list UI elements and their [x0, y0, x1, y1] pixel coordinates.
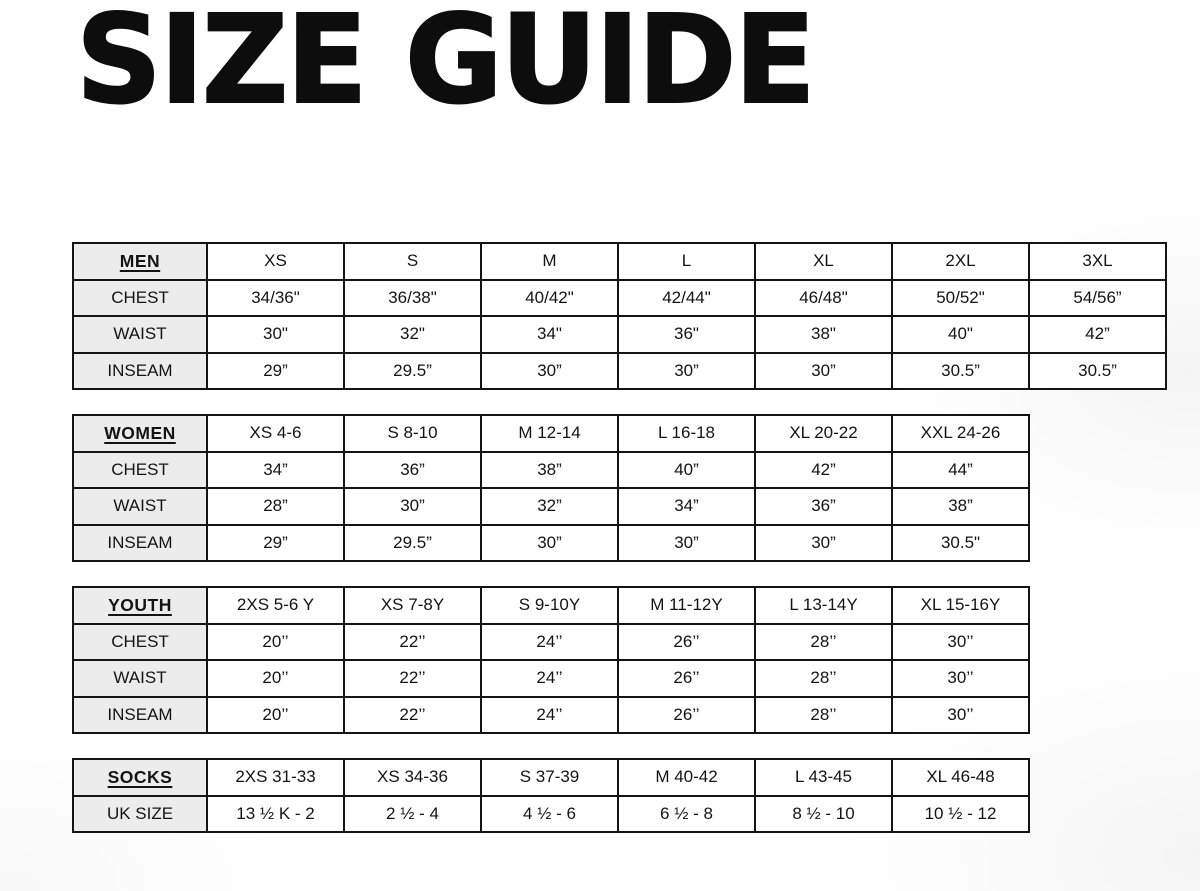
size-header-cell: M 11-12Y: [618, 587, 755, 624]
data-cell: 54/56”: [1029, 280, 1166, 317]
size-header-cell: XL 20-22: [755, 415, 892, 452]
category-label-women: WOMEN: [73, 415, 207, 452]
size-header-cell: M 40-42: [618, 759, 755, 796]
size-header-cell: XS 7-8Y: [344, 587, 481, 624]
data-cell: 28’’: [755, 624, 892, 661]
data-cell: 30”: [755, 353, 892, 390]
data-cell: 34": [481, 316, 618, 353]
data-cell: 38”: [481, 452, 618, 489]
data-cell: 26’’: [618, 697, 755, 734]
data-cell: 24’’: [481, 624, 618, 661]
data-cell: 34”: [207, 452, 344, 489]
data-cell: 30”: [481, 525, 618, 562]
data-cell: 42/44": [618, 280, 755, 317]
data-cell: 6 ½ - 8: [618, 796, 755, 833]
data-cell: 28”: [207, 488, 344, 525]
table-row: [73, 316, 1166, 353]
data-cell: 30”: [618, 353, 755, 390]
table-row: [73, 280, 1166, 317]
data-cell: 42”: [1029, 316, 1166, 353]
data-cell: 29.5”: [344, 353, 481, 390]
data-cell: 30”: [481, 353, 618, 390]
data-cell: 13 ½ K - 2: [207, 796, 344, 833]
data-cell: 20’’: [207, 697, 344, 734]
data-cell: 10 ½ - 12: [892, 796, 1029, 833]
data-cell: 38": [755, 316, 892, 353]
data-cell: 30’’: [892, 697, 1029, 734]
data-cell: 24’’: [481, 660, 618, 697]
size-header-cell: XS 4-6: [207, 415, 344, 452]
row-label: WAIST: [73, 316, 207, 353]
data-cell: 40/42": [481, 280, 618, 317]
data-cell: 30”: [344, 488, 481, 525]
size-header-cell: S 9-10Y: [481, 587, 618, 624]
size-header-cell: L 16-18: [618, 415, 755, 452]
size-tables: [72, 242, 1167, 833]
data-cell: 22’’: [344, 624, 481, 661]
size-header-cell: 2XS 31-33: [207, 759, 344, 796]
category-label-socks: SOCKS: [73, 759, 207, 796]
data-cell: 40”: [618, 452, 755, 489]
size-header-cell: 2XS 5-6 Y: [207, 587, 344, 624]
data-cell: 2 ½ - 4: [344, 796, 481, 833]
data-cell: 29”: [207, 525, 344, 562]
table-row: [73, 452, 1029, 489]
table-row: [73, 488, 1029, 525]
data-cell: 4 ½ - 6: [481, 796, 618, 833]
data-cell: 36/38": [344, 280, 481, 317]
size-header-cell: L: [618, 243, 755, 280]
size-header-cell: S: [344, 243, 481, 280]
data-cell: 20’’: [207, 660, 344, 697]
data-cell: 8 ½ - 10: [755, 796, 892, 833]
size-table-socks: [72, 758, 1030, 833]
size-header-cell: S 37-39: [481, 759, 618, 796]
data-cell: 30”: [618, 525, 755, 562]
data-cell: 22’’: [344, 660, 481, 697]
size-table-youth: [72, 586, 1030, 734]
row-label: INSEAM: [73, 353, 207, 390]
size-header-cell: M: [481, 243, 618, 280]
data-cell: 40": [892, 316, 1029, 353]
table-row: [73, 353, 1166, 390]
data-cell: 28’’: [755, 660, 892, 697]
size-header-cell: XS: [207, 243, 344, 280]
size-header-cell: XL: [755, 243, 892, 280]
row-label: WAIST: [73, 488, 207, 525]
size-table-women: [72, 414, 1030, 562]
data-cell: 29.5”: [344, 525, 481, 562]
size-header-cell: XS 34-36: [344, 759, 481, 796]
data-cell: 29”: [207, 353, 344, 390]
table-row: [73, 697, 1029, 734]
data-cell: 42”: [755, 452, 892, 489]
data-cell: 34”: [618, 488, 755, 525]
row-label: UK SIZE: [73, 796, 207, 833]
data-cell: 50/52": [892, 280, 1029, 317]
row-label: CHEST: [73, 452, 207, 489]
size-header-cell: XL 15-16Y: [892, 587, 1029, 624]
row-label: INSEAM: [73, 525, 207, 562]
table-header-row: [73, 587, 1029, 624]
data-cell: 30.5": [892, 525, 1029, 562]
size-header-cell: 2XL: [892, 243, 1029, 280]
data-cell: 30.5”: [892, 353, 1029, 390]
size-header-cell: M 12-14: [481, 415, 618, 452]
data-cell: 34/36": [207, 280, 344, 317]
row-label: WAIST: [73, 660, 207, 697]
data-cell: 26’’: [618, 624, 755, 661]
data-cell: 30’’: [892, 624, 1029, 661]
data-cell: 26’’: [618, 660, 755, 697]
data-cell: 32": [344, 316, 481, 353]
data-cell: 30’’: [892, 660, 1029, 697]
table-row: [73, 525, 1029, 562]
category-label-youth: YOUTH: [73, 587, 207, 624]
row-label: CHEST: [73, 624, 207, 661]
data-cell: 30.5”: [1029, 353, 1166, 390]
table-row: [73, 660, 1029, 697]
data-cell: 46/48": [755, 280, 892, 317]
data-cell: 36": [618, 316, 755, 353]
table-row: [73, 624, 1029, 661]
data-cell: 32”: [481, 488, 618, 525]
data-cell: 38”: [892, 488, 1029, 525]
data-cell: 36”: [755, 488, 892, 525]
table-header-row: [73, 415, 1029, 452]
data-cell: 36”: [344, 452, 481, 489]
data-cell: 24’’: [481, 697, 618, 734]
size-header-cell: XL 46-48: [892, 759, 1029, 796]
data-cell: 44”: [892, 452, 1029, 489]
size-header-cell: XXL 24-26: [892, 415, 1029, 452]
row-label: INSEAM: [73, 697, 207, 734]
data-cell: 28’’: [755, 697, 892, 734]
data-cell: 22’’: [344, 697, 481, 734]
data-cell: 30": [207, 316, 344, 353]
data-cell: 30”: [755, 525, 892, 562]
page-title: SIZE GUIDE: [76, 0, 814, 132]
size-table-men: [72, 242, 1167, 390]
size-header-cell: 3XL: [1029, 243, 1166, 280]
table-header-row: [73, 759, 1029, 796]
category-label-men: MEN: [73, 243, 207, 280]
size-header-cell: L 43-45: [755, 759, 892, 796]
table-header-row: [73, 243, 1166, 280]
row-label: CHEST: [73, 280, 207, 317]
size-header-cell: S 8-10: [344, 415, 481, 452]
table-row: [73, 796, 1029, 833]
data-cell: 20’’: [207, 624, 344, 661]
size-header-cell: L 13-14Y: [755, 587, 892, 624]
